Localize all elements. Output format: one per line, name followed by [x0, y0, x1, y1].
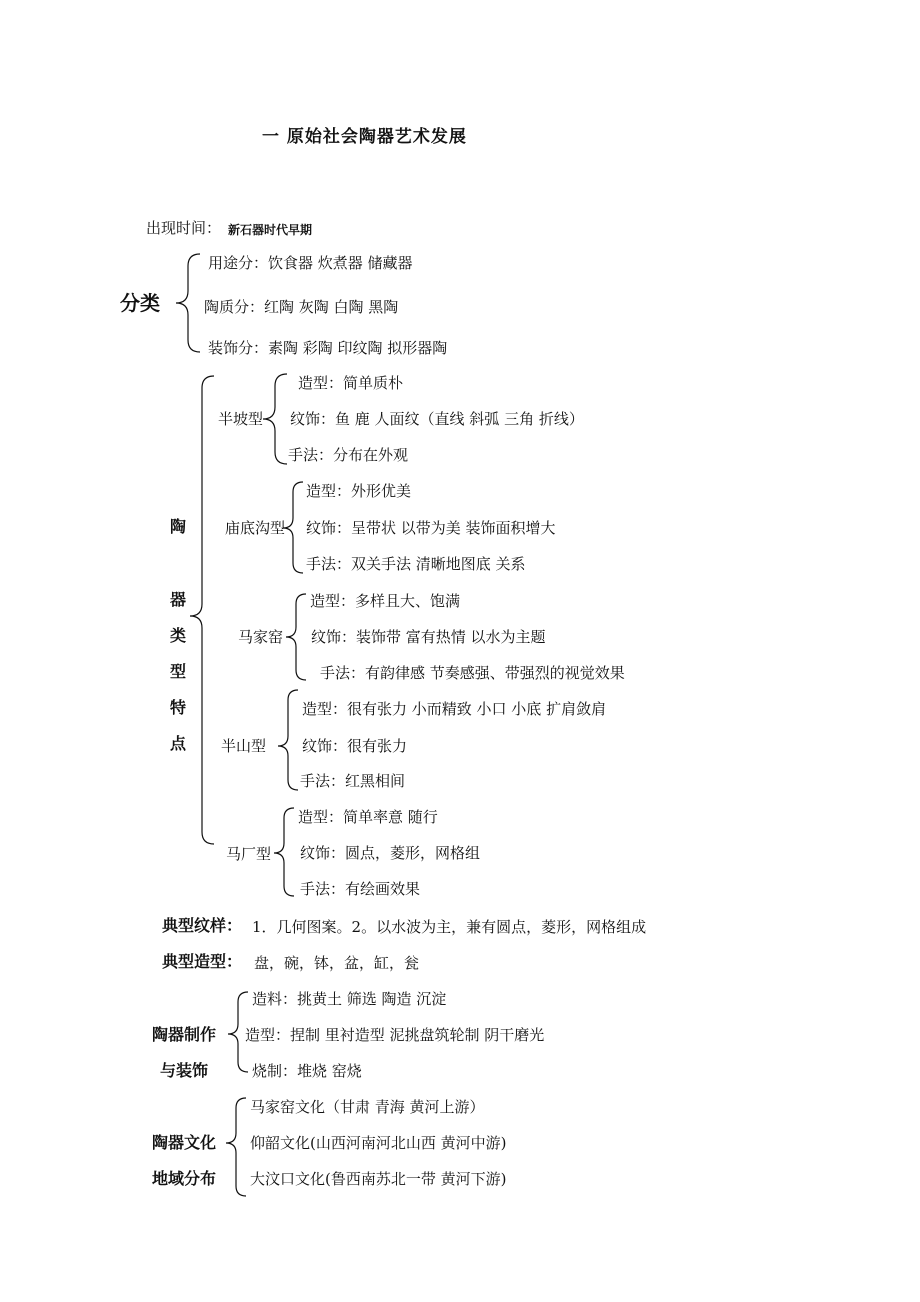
group-item: 纹饰：很有张力: [302, 737, 408, 755]
making-item: 造料：挑黄土 筛选 陶造 沉淀: [252, 990, 447, 1008]
group-item: 纹饰：圆点，菱形，网格组: [300, 844, 481, 862]
typical-shape-label: 典型造型：: [162, 952, 243, 971]
appearance-value: 新石器时代早期: [228, 223, 313, 237]
group-item: 造型：简单率意 随行: [298, 808, 438, 826]
typical-shape-value: 盘，碗，钵，盆，缸，瓮: [254, 954, 420, 972]
brace-majiayao: [286, 594, 306, 680]
types-label-char: 点: [170, 734, 187, 753]
distribution-item: 马家窑文化（甘肃 青海 黄河上游）: [250, 1098, 485, 1116]
distribution-label-line: 陶器文化: [152, 1133, 217, 1152]
brace-banshan: [278, 690, 298, 790]
making-item: 烧制：堆烧 窑烧: [252, 1062, 362, 1080]
making-label-line: 陶器制作: [152, 1025, 217, 1044]
group-name-machang: 马厂型: [226, 845, 272, 863]
types-label-char: 型: [170, 662, 187, 681]
group-item: 手法：有绘画效果: [300, 880, 421, 898]
brace-distribution: [226, 1098, 246, 1196]
page-title: 一 原始社会陶器艺术发展: [262, 127, 467, 147]
types-label-char: 陶: [170, 517, 187, 536]
group-item: 纹饰：装饰带 富有热情 以水为主题: [311, 628, 546, 646]
classification-item: 陶质分：红陶 灰陶 白陶 黑陶: [204, 298, 399, 316]
brace-classification: [176, 254, 200, 352]
classification-item: 用途分：饮食器 炊煮器 储藏器: [208, 254, 413, 272]
types-label-char: 器: [170, 590, 187, 609]
group-item: 造型：简单质朴: [298, 374, 404, 392]
classification-label: 分类: [120, 291, 160, 315]
group-item: 造型：外形优美: [306, 482, 412, 500]
group-item: 手法：双关手法 清晰地图底 关系: [306, 555, 526, 573]
group-item: 手法：红黑相间: [300, 772, 406, 790]
brace-machang: [274, 808, 294, 896]
distribution-item: 仰韶文化(山西河南河北山西 黄河中游): [250, 1134, 507, 1152]
group-item: 纹饰：鱼 鹿 人面纹（直线 斜弧 三角 折线）: [290, 410, 584, 428]
group-item: 造型：多样且大、饱满: [310, 592, 461, 610]
group-name-majiayao: 马家窑: [238, 628, 284, 646]
group-name-miaodigou: 庙底沟型: [225, 519, 286, 537]
classification-item: 装饰分：素陶 彩陶 印纹陶 拟形器陶: [208, 339, 448, 357]
brace-making: [228, 992, 248, 1072]
typical-pattern-value: 1．几何图案。2。以水波为主，兼有圆点，菱形，网格组成: [252, 918, 647, 936]
group-item: 手法：分布在外观: [288, 446, 409, 464]
distribution-item: 大汶口文化(鲁西南苏北一带 黄河下游): [250, 1170, 507, 1188]
brace-miaodigou: [283, 482, 303, 573]
brace-banpo: [263, 374, 287, 464]
making-item: 造型：捏制 里衬造型 泥挑盘筑轮制 阴干磨光: [245, 1026, 545, 1044]
group-item: 纹饰：呈带状 以带为美 装饰面积增大: [306, 519, 556, 537]
distribution-label-line: 地域分布: [152, 1169, 217, 1188]
types-label-char: 特: [170, 698, 187, 717]
group-name-banpo: 半坡型: [218, 410, 264, 428]
making-label-line: 与装饰: [160, 1061, 209, 1080]
appearance-label: 出现时间：: [146, 219, 222, 237]
group-item: 造型：很有张力 小而精致 小口 小底 扩肩敛肩: [302, 700, 607, 718]
group-item: 手法：有韵律感 节奏感强、带强烈的视觉效果: [320, 664, 625, 682]
group-name-banshan: 半山型: [221, 737, 267, 755]
typical-pattern-label: 典型纹样：: [162, 916, 243, 935]
brace-types: [190, 376, 214, 844]
types-label-char: 类: [170, 626, 187, 645]
